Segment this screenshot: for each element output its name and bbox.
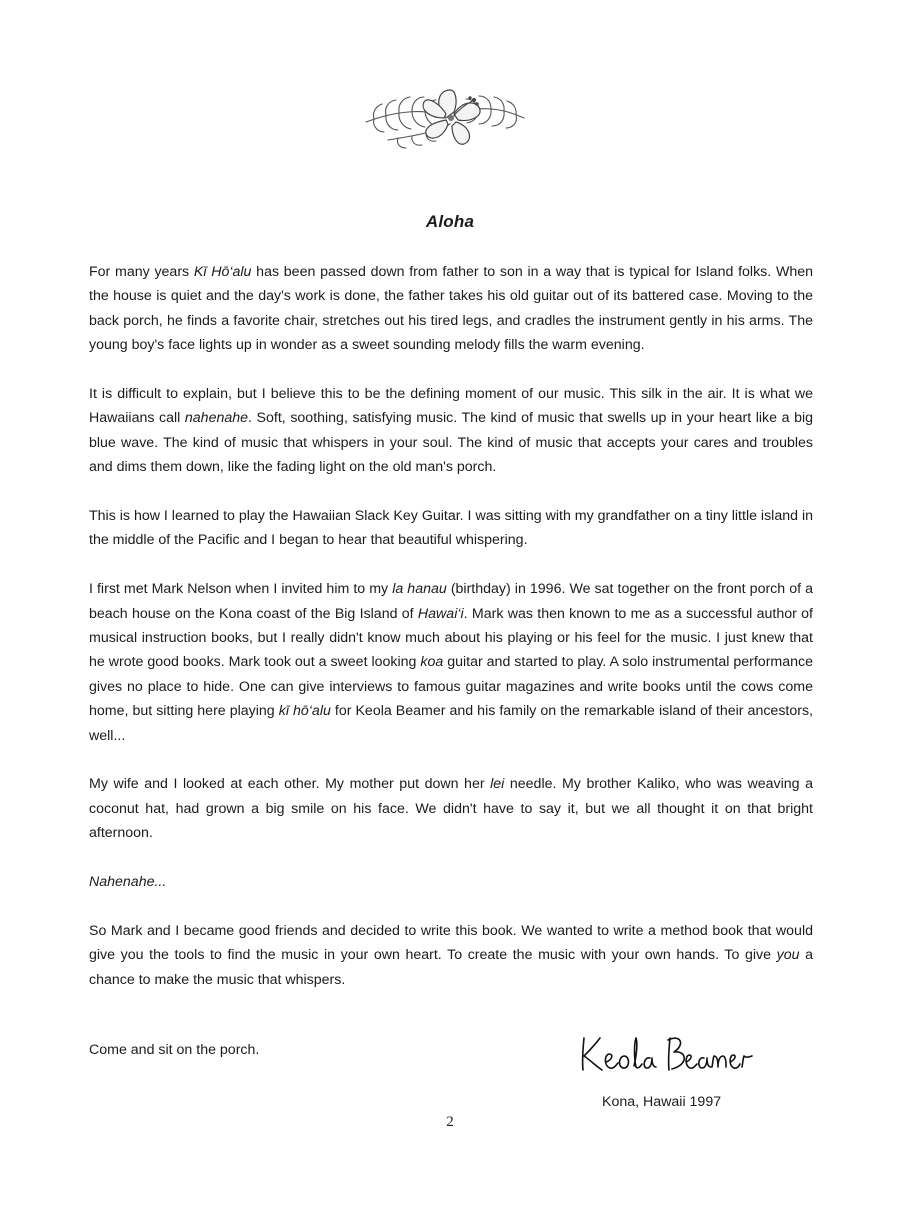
paragraph-text: guitar and started to play. A solo instrumental performance gives no place to hide. One can give interviews to famous guitar magazines and write books until the cows come home, but sitting here playing xyxy=(89,654,813,720)
paragraph-text: For many years xyxy=(89,264,194,280)
paragraph-5 xyxy=(89,772,813,845)
paragraph-text: has been passed down from father to son in a way that is typical for Island folks. When the house is quiet and the day's work is done, the father takes his old guitar out of its battered case. Moving to the back porch, he finds a favorite chair, stretches out his tired legs, and cradles the instrument gently in his arms. The young boy's face lights up in wonder as a sweet sounding melody fills the warm evening. xyxy=(89,264,813,354)
paragraph-text: So Mark and I became good friends and decided to write this book. We wanted to write a method book that would give you the tools to find the music in your own heart. To create the music with your own hands. To give xyxy=(89,922,813,964)
closing-line: Come and sit on the porch. xyxy=(89,1042,260,1058)
italic-term: lei xyxy=(490,776,505,793)
paragraph-text: My wife and I looked at each other. My mother put down her xyxy=(89,776,491,793)
italic-term: Nahenahe... xyxy=(89,874,167,891)
letter-body xyxy=(89,260,813,992)
hibiscus-fern-ornament-icon xyxy=(358,78,532,158)
italic-term: you xyxy=(776,947,800,964)
paragraph-1 xyxy=(89,260,813,358)
italic-term: Hawai‘i xyxy=(417,605,464,622)
paragraph-text: a chance to make the music that whispers. xyxy=(89,947,813,988)
italic-term: la hanau xyxy=(392,581,447,598)
paragraph-text: needle. My brother Kaliko, who was weaving a coconut hat, had grown a big smile on his face. We didn't have to say it, but we all thought it on that bright afternoon. xyxy=(89,776,813,842)
handwritten-signature xyxy=(576,1030,756,1076)
paragraph-6 xyxy=(89,870,813,894)
paragraph-7 xyxy=(89,919,813,992)
paragraph-text: . Soft, soothing, satisfying music. The kind of music that swells up in your heart like a big blue wave. The kind of music that whispers in your soul. The kind of music that accepts your cares and troubles and dims them down, like the fading light on the old man's porch. xyxy=(89,410,813,476)
paragraph-text: . Mark was then known to me as a successful author of musical instruction books, but I really didn't know much about his playing or his feel for the music. I just knew that he wrote good books. Mark took out a sweet looking xyxy=(89,605,813,671)
italic-term: koa xyxy=(420,654,444,671)
paragraph-2 xyxy=(89,382,813,480)
paragraph-4 xyxy=(89,577,813,748)
paragraph-text: (birthday) in 1996. We sat together on the front porch of a beach house on the Kona coast of the Big Island of xyxy=(89,581,813,622)
italic-term: nahenahe xyxy=(184,410,249,427)
place-date: Kona, Hawaii 1997 xyxy=(602,1094,722,1110)
paragraph-text: It is difficult to explain, but I believe this to be the defining moment of our music. This silk in the air. It is what we Hawaiians call xyxy=(89,386,813,427)
page-number: 2 xyxy=(446,1114,454,1130)
paragraph-text: I first met Mark Nelson when I invited him to my xyxy=(89,581,393,598)
italic-term: Kī Hō‘alu xyxy=(193,264,252,280)
page-title: Aloha xyxy=(425,212,475,231)
paragraph-text: for Keola Beamer and his family on the remarkable island of their ancestors, well... xyxy=(89,703,813,744)
italic-term: kī hō‘alu xyxy=(278,703,331,720)
paragraph-3: This is how I learned to play the Hawaiian Slack Key Guitar. I was sitting with my grandfather on a tiny little island in the middle of the Pacific and I began to hear that beautiful whispering. xyxy=(89,508,813,549)
